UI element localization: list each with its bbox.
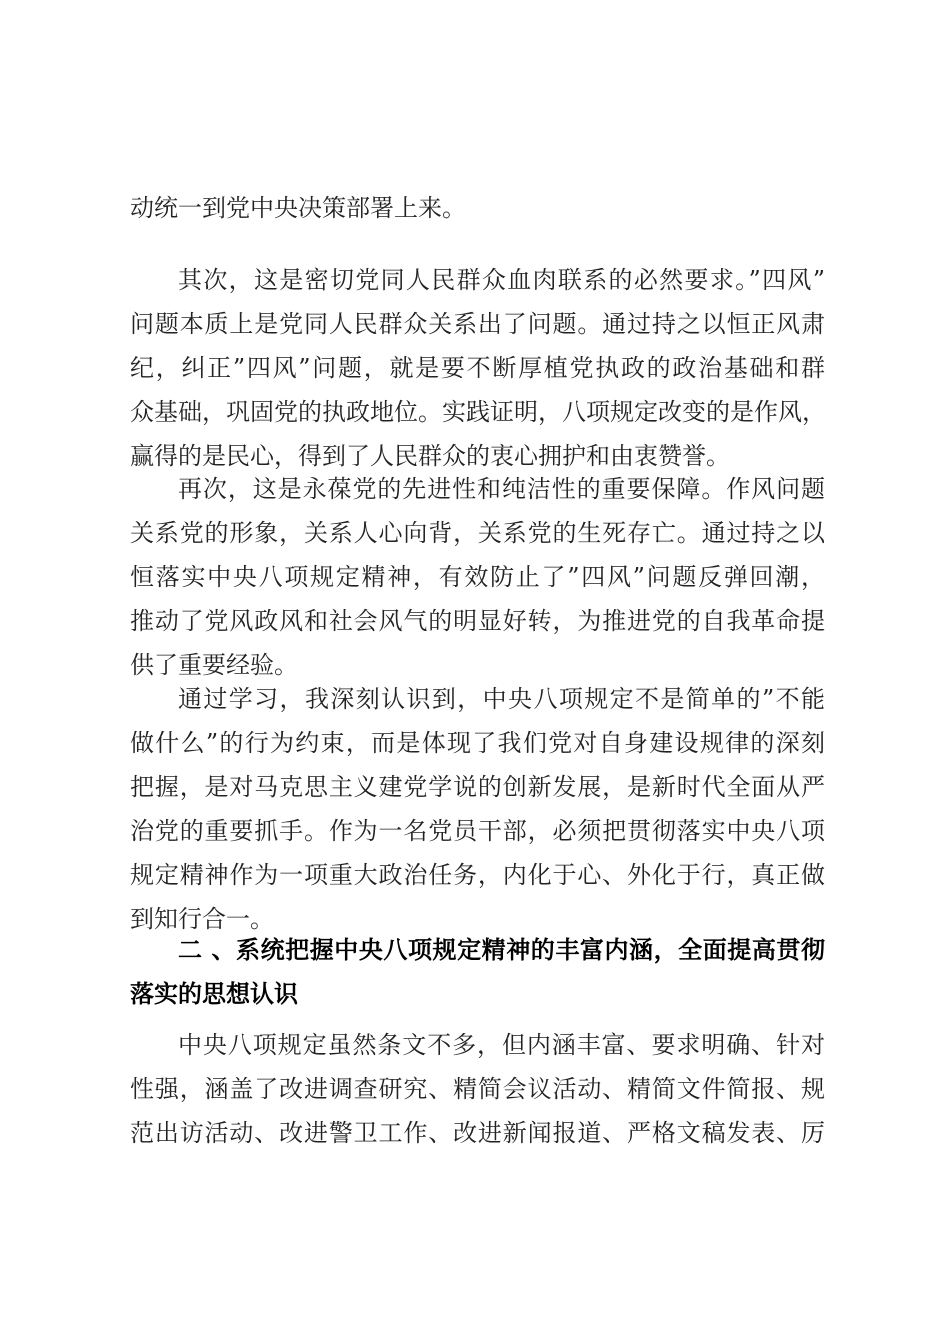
paragraph-3-line-1: 再次，这是永葆党的先进性和纯洁性的重要保障。作风问题	[178, 475, 825, 503]
paragraph-6-line-2: 性强，涵盖了改进调查研究、精简会议活动、精简文件简报、规	[130, 1075, 825, 1103]
paragraph-4-line-4: 治党的重要抓手。作为一名党员干部，必须把贯彻落实中央八项	[130, 817, 825, 845]
paragraph-3-line-3: 恒落实中央八项规定精神，有效防止了”四风”问题反弹回潮，	[130, 563, 825, 591]
paragraph-6-line-3: 范出访活动、改进警卫工作、改进新闻报道、严格文稿发表、厉	[130, 1119, 825, 1147]
paragraph-3-line-2: 关系党的形象，关系人心向背，关系党的生死存亡。通过持之以	[130, 519, 825, 547]
paragraph-3-line-4: 推动了党风政风和社会风气的明显好转，为推进党的自我革命提	[130, 607, 825, 635]
paragraph-2-line-1: 其次，这是密切党同人民群众血肉联系的必然要求。”四风”	[178, 266, 825, 294]
paragraph-2-line-5: 赢得的是民心，得到了人民群众的衷心拥护和由衷赞誉。	[130, 442, 730, 470]
paragraph-3-line-5: 供了重要经验。	[130, 651, 298, 679]
paragraph-2-line-3: 纪，纠正”四风”问题，就是要不断厚植党执政的政治基础和群	[130, 354, 825, 382]
paragraph-4-line-1: 通过学习，我深刻认识到，中央八项规定不是简单的”不能	[178, 685, 825, 713]
paragraph-2-line-4: 众基础，巩固党的执政地位。实践证明，八项规定改变的是作风，	[130, 398, 826, 426]
paragraph-6-line-1: 中央八项规定虽然条文不多，但内涵丰富、要求明确、针对	[178, 1031, 825, 1059]
section-heading-line-2: 落实的思想认识	[130, 980, 298, 1008]
paragraph-1-line-1: 动统一到党中央决策部署上来。	[130, 194, 466, 222]
section-heading-line-1: 二 、系统把握中央八项规定精神的丰富内涵，全面提高贯彻	[178, 936, 825, 964]
paragraph-4-line-3: 把握，是对马克思主义建党学说的创新发展，是新时代全面从严	[130, 773, 825, 801]
paragraph-2-line-2: 问题本质上是党同人民群众关系出了问题。通过持之以恒正风肃	[130, 310, 825, 338]
paragraph-4-line-2: 做什么”的行为约束，而是体现了我们党对自身建设规律的深刻	[130, 729, 825, 757]
paragraph-4-line-5: 规定精神作为一项重大政治任务，内化于心、外化于行，真正做	[130, 861, 825, 889]
paragraph-4-line-6: 到知行合一。	[130, 905, 274, 933]
